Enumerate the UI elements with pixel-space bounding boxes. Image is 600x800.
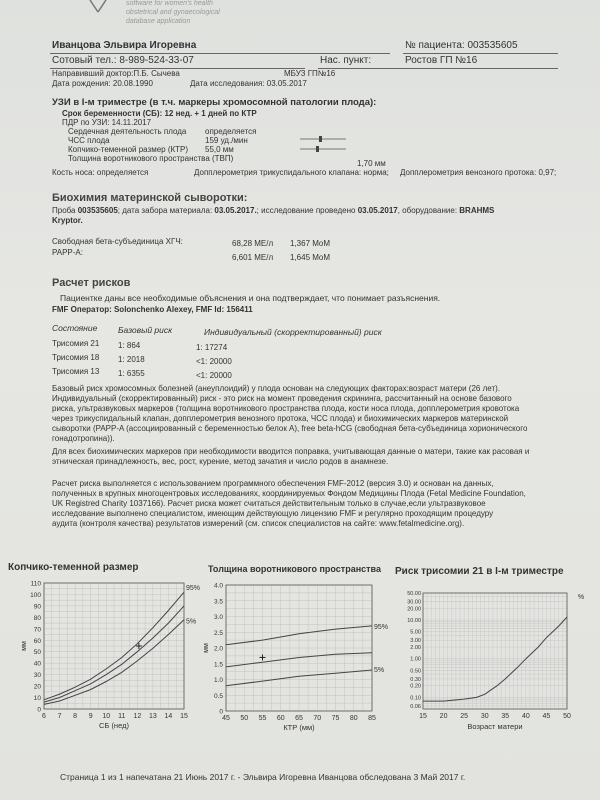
para1-line: сыворотки (PAPP-A (ассоциированный с беременностью белок A), free beta-hCG (свободная бета-субъединица хорионического — [52, 424, 528, 433]
para3-line: UK Registred Charity 1037166). Расчет риска может считаться действительным только в случае,если ультразвуковое — [52, 499, 486, 508]
x-tick-label: 65 — [295, 715, 303, 722]
series-line-risk — [423, 617, 567, 701]
risk-row-individual: 1: 17274 — [196, 343, 228, 352]
gestational-age: Срок беременности (СБ): 12 нед. + 1 дней по КТР — [62, 109, 257, 118]
biochem-line-1: Проба 003535605; дата забора материала: 03.05.2017.; исследование проведено 03.05.2017, оборудование: BRAHMS — [52, 206, 495, 215]
t21-chart-title: Риск трисомии 21 в I-м триместре — [395, 566, 564, 577]
y-tick-label: 0.50 — [410, 668, 421, 675]
logo-icon — [84, 0, 124, 14]
y-tick-label: 3.00 — [410, 638, 421, 645]
x-tick-label: 30 — [480, 713, 489, 720]
y-tick-label: 3.5 — [213, 598, 223, 606]
x-tick-label: 80 — [349, 715, 358, 722]
y-tick-label: 3.0 — [213, 614, 223, 621]
ultrasound-title: УЗИ в I-м триместре (в т.ч. маркеры хромосомной патологии плода): — [52, 97, 377, 108]
tricuspid: Допплерометрия трикуспидального клапана: норма; — [194, 168, 389, 177]
y-tick-label: 0 — [219, 708, 223, 716]
app-line-3: database application — [126, 18, 191, 25]
institution: МБУЗ ГП№16 — [284, 69, 336, 78]
y-tick-label: 10.00 — [407, 618, 421, 625]
y-tick-label: 70 — [33, 626, 41, 634]
para3-line: полученных в крупных многоцентровых исследованиях, координируемых Фондом Медицины Плода (Fetal Medicine Foundation, — [52, 489, 526, 498]
y-tick-label: 0.30 — [410, 676, 421, 683]
fhr-label: ЧСС плода — [68, 136, 110, 145]
patient-name: Иванцова Эльвира Игоревна — [52, 40, 197, 51]
x-tick-label: 85 — [368, 715, 376, 722]
hcg-value: 68,28 ME/л — [232, 239, 274, 248]
y-tick-label: 0.06 — [410, 703, 421, 710]
label-95pct: 95% — [374, 623, 389, 631]
nt-chart — [203, 564, 398, 745]
locality-label: Нас. пункт: — [320, 55, 372, 66]
y-tick-label: 1.0 — [213, 677, 223, 684]
x-tick-label: 55 — [258, 715, 267, 722]
hcg-label: Свободная бета-субъединица ХГЧ: — [52, 237, 183, 246]
pappa-mom: 1,645 MoM — [290, 253, 331, 262]
biochem-title: Биохимия материнской сыворотки: — [52, 192, 248, 204]
fhr-value: 159 уд./мин — [205, 136, 248, 145]
x-tick-label: 50 — [240, 715, 249, 722]
nt-label: Толщина воротникового пространства (ТВП) — [68, 154, 234, 163]
birth-date: Дата рождения: 20.08.1990 — [52, 79, 153, 88]
label-5pct: 5% — [374, 667, 385, 675]
x-tick-label: 60 — [276, 715, 285, 722]
nasal-bone: Кость носа: определяется — [52, 168, 149, 177]
y-tick-label: 0.5 — [213, 692, 223, 700]
y-tick-label: 5.00 — [410, 629, 421, 636]
fmf-operator: FMF Оператор: Solonchenko Alexey, FMF Id: 156411 — [52, 305, 253, 314]
x-tick-label: 11 — [118, 713, 126, 720]
col-individual: Индивидуальный (скорректированный) риск — [204, 327, 382, 337]
t21-chart-svg — [395, 579, 595, 749]
crl-chart-svg — [8, 577, 208, 747]
pappa-value: 6,601 ME/л — [232, 253, 274, 262]
risk-row-condition: Трисомия 21 — [52, 339, 100, 348]
x-axis-label: Возраст матери — [467, 722, 523, 731]
plot-frame — [423, 593, 567, 709]
para1-line: Базовый риск хромосомных болезней (анеуплоидий) у плода основан на следующих факторах:возраст матери (26 лет). — [52, 384, 500, 393]
patient-number: № пациента: 003535605 — [405, 40, 518, 51]
locality-value: Ростов ГП №16 — [405, 55, 478, 66]
nt-chart-title: Толщина воротникового пространства — [208, 564, 381, 574]
risk-row-base: 1: 864 — [118, 341, 141, 350]
risk-title: Расчет рисков — [52, 277, 131, 289]
crl-chart — [8, 563, 208, 743]
x-tick-label: 14 — [164, 713, 173, 720]
y-axis-label: % — [577, 594, 585, 601]
risk-row-individual: <1: 20000 — [196, 357, 232, 366]
x-axis-label: КТР (мм) — [283, 723, 315, 732]
para1-line: риска, ультразвуковых маркеров (толщина воротникового пространства плода, кости носа плода, допплерометрия кровотока — [52, 404, 520, 413]
y-tick-label: 1.5 — [213, 661, 223, 669]
hcg-mom: 1,367 MoM — [290, 239, 331, 248]
y-tick-label: 4.0 — [213, 582, 223, 590]
y-tick-label: 0.20 — [410, 683, 421, 690]
col-condition: Состояние — [52, 323, 98, 333]
x-tick-label: 35 — [501, 713, 510, 720]
t21-chart — [395, 567, 595, 747]
heart-activity-label: Сердечная деятельность плода — [68, 127, 187, 136]
nt-chart-svg — [203, 577, 398, 747]
x-tick-label: 10 — [102, 713, 111, 720]
y-tick-label: 40 — [33, 660, 41, 668]
risk-row-condition: Трисомия 18 — [52, 353, 100, 362]
x-tick-label: 15 — [419, 713, 427, 720]
x-axis-label: СБ (нед) — [99, 721, 129, 730]
para3-line: аудита (контроля качества) результатов измерений (см. список специалистов на сайте: www.fetalmedicine.org). — [52, 519, 465, 528]
x-tick-label: 40 — [521, 713, 530, 720]
y-tick-label: 20.00 — [407, 606, 421, 613]
ductus-venosus: Допплерометрия венозного протока: 0,97; — [400, 168, 557, 177]
x-tick-label: 7 — [57, 713, 62, 720]
crl-chart-title: Копчико-теменной размер — [8, 562, 139, 573]
y-tick-label: 60 — [33, 637, 41, 645]
y-tick-label: 10 — [33, 695, 41, 703]
y-axis-label: мм — [21, 641, 28, 651]
edd: ПДР по УЗИ: 14.11.2017 — [62, 118, 152, 127]
x-tick-label: 9 — [88, 713, 93, 720]
x-tick-label: 50 — [563, 713, 571, 720]
para3-line: Расчет риска выполняется с использованием программного обеспечения FMF-2012 (версия 3.0) и основан на данных, — [52, 479, 494, 488]
app-line-1: software for women's health — [126, 0, 213, 7]
heart-activity-value: определяется — [205, 127, 257, 136]
crl-value: 55,0 мм — [205, 145, 234, 154]
y-tick-label: 30.00 — [407, 599, 421, 606]
y-tick-label: 0 — [37, 706, 41, 714]
y-tick-label: 0.10 — [410, 695, 421, 702]
nt-value: 1,70 мм — [357, 159, 386, 168]
col-base: Базовый риск — [118, 325, 173, 335]
y-tick-label: 2.00 — [410, 645, 421, 652]
x-tick-label: 25 — [460, 713, 469, 720]
y-tick-label: 1.00 — [410, 656, 421, 663]
risk-row-base: 1: 2018 — [118, 355, 145, 364]
x-tick-label: 15 — [180, 713, 188, 720]
referring-doctor: Направивший доктор:П.Б. Сычева — [52, 69, 180, 78]
y-tick-label: 2.0 — [213, 645, 223, 653]
y-tick-label: 2.5 — [213, 629, 223, 637]
marker-scales — [296, 132, 366, 166]
y-tick-label: 20 — [33, 683, 41, 691]
x-tick-label: 45 — [542, 713, 551, 720]
y-axis-label: мм — [203, 643, 210, 653]
label-95pct: 95% — [186, 585, 201, 593]
para2-line: этническая принадлежность, вес, рост, курение, метод зачатия и число родов в анамнезе. — [52, 457, 389, 466]
para2-line: Для всех биохимических маркеров при необходимости вводится поправка, учитывающая данные о матери, такие как расовая и — [52, 447, 530, 456]
risk-row-base: 1: 6355 — [118, 369, 145, 378]
x-tick-label: 75 — [331, 715, 340, 722]
biochem-line-2: Kryptor. — [52, 216, 83, 225]
exam-date: Дата исследования: 03.05.2017 — [190, 79, 307, 88]
consent-text: Пациентке даны все необходимые объяснения и она подтверждает, что понимает разъяснения. — [60, 293, 441, 303]
y-tick-label: 30 — [33, 672, 41, 680]
para1-line: гонадотропина)). — [52, 434, 115, 443]
risk-row-condition: Трисомия 13 — [52, 367, 100, 376]
patient-phone: Сотовый тел.: 8-989-524-33-07 — [52, 55, 194, 66]
para1-line: Индивидуальный (скорректированный) риск - это риск на момент проведения скрининга, рассчитанный на основе базового — [52, 394, 512, 403]
crl-label: Копчико-теменной размер (КТР) — [68, 145, 189, 154]
x-tick-label: 8 — [73, 713, 78, 720]
y-tick-label: 110 — [30, 580, 41, 588]
x-tick-label: 6 — [42, 713, 46, 720]
label-5pct: 5% — [186, 618, 197, 626]
y-tick-label: 100 — [30, 591, 41, 599]
x-tick-label: 70 — [313, 715, 322, 722]
page-footer: Страница 1 из 1 напечатана 21 Июнь 2017 г. - Эльвира Игоревна Иванцова обследована 3 Май 2017 г. — [60, 772, 466, 782]
para1-line: через трикуспидальный клапан, допплерометрия венозного протока, ЧСС плода) и биохимических маркеров материнской — [52, 414, 509, 423]
y-tick-label: 50.00 — [407, 591, 421, 597]
x-tick-label: 45 — [222, 715, 230, 722]
risk-row-individual: <1: 20000 — [196, 371, 232, 380]
pappa-label: PAPP-A: — [52, 248, 83, 257]
x-tick-label: 20 — [439, 713, 448, 720]
y-tick-label: 80 — [33, 614, 41, 622]
para3-line: исследование выполнено специалистом, имеющим действующую лицензию FMF и регулярно проходящим процедуру — [52, 509, 494, 518]
y-tick-label: 50 — [33, 649, 41, 657]
app-line-2: obstetrical and gynaecological — [126, 9, 220, 16]
x-tick-label: 12 — [133, 713, 142, 720]
x-tick-label: 13 — [148, 713, 157, 720]
y-tick-label: 90 — [33, 603, 41, 611]
